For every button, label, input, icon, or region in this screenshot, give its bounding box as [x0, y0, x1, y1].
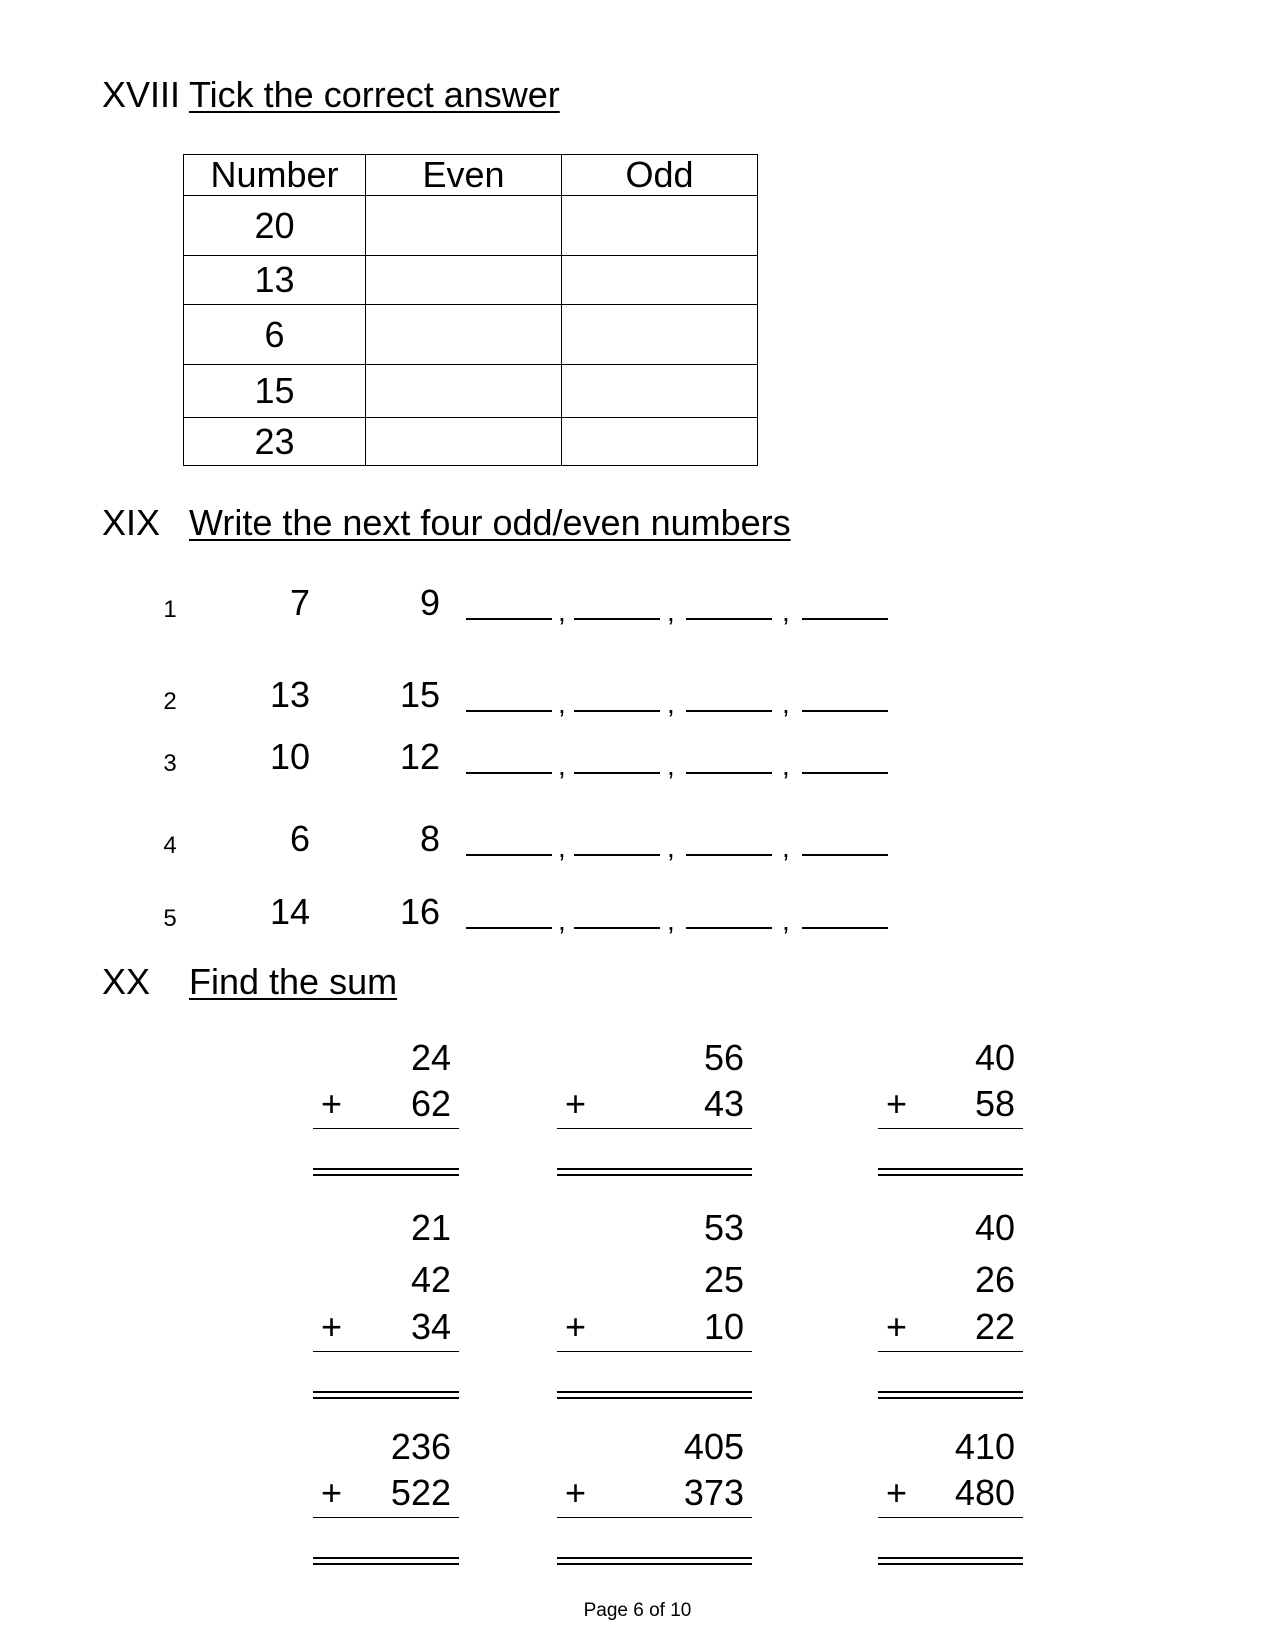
answer-blank[interactable] — [686, 772, 772, 774]
addend: 26 — [974, 1259, 1015, 1300]
answer-blank[interactable] — [686, 854, 772, 856]
separator-comma: , — [667, 905, 675, 936]
sum-problem — [313, 1038, 459, 1198]
table-row — [184, 365, 758, 418]
addend: 42 — [410, 1259, 451, 1300]
addend: 410 — [954, 1426, 1015, 1467]
even-cell[interactable] — [366, 196, 562, 256]
addend: 22 — [974, 1306, 1015, 1347]
sum-rule — [557, 1351, 752, 1352]
sequence-second: 16 — [399, 891, 440, 932]
separator-comma: , — [558, 750, 566, 781]
addend: 522 — [390, 1472, 451, 1513]
answer-blank[interactable] — [686, 710, 772, 712]
separator-comma: , — [558, 596, 566, 627]
sequence-row — [0, 891, 1275, 941]
addend: 40 — [974, 1207, 1015, 1248]
sum-rule — [313, 1351, 459, 1352]
page-footer: Page 6 of 10 — [583, 1600, 692, 1621]
answer-line[interactable] — [313, 1168, 459, 1176]
sum-problem — [313, 1208, 459, 1368]
sum-problem — [557, 1208, 752, 1368]
separator-comma: , — [667, 832, 675, 863]
answer-line[interactable] — [557, 1168, 752, 1176]
plus-sign: + — [565, 1306, 587, 1347]
sequence-first: 14 — [269, 891, 310, 932]
table-row — [184, 305, 758, 365]
sequence-index: 2 — [163, 688, 177, 715]
answer-line[interactable] — [557, 1391, 752, 1399]
answer-blank[interactable] — [802, 854, 888, 856]
even-cell[interactable] — [366, 256, 562, 305]
sum-rule — [313, 1517, 459, 1518]
answer-blank[interactable] — [686, 927, 772, 929]
sequence-second: 8 — [419, 818, 440, 859]
separator-comma: , — [667, 596, 675, 627]
odd-cell[interactable] — [562, 365, 758, 418]
addend: 405 — [683, 1426, 744, 1467]
header-even: Even — [366, 155, 562, 196]
answer-blank[interactable] — [574, 927, 660, 929]
answer-blank[interactable] — [802, 927, 888, 929]
addend: 24 — [410, 1037, 451, 1078]
table-header-row — [184, 155, 758, 196]
sum-rule — [878, 1351, 1023, 1352]
sum-rule — [878, 1517, 1023, 1518]
sequence-first: 13 — [269, 674, 310, 715]
sequence-row — [0, 674, 1275, 724]
separator-comma: , — [667, 688, 675, 719]
plus-sign: + — [886, 1472, 908, 1513]
table-row — [184, 418, 758, 466]
section-18-numeral: XVIII — [102, 74, 181, 115]
separator-comma: , — [782, 750, 790, 781]
plus-sign: + — [321, 1083, 343, 1124]
answer-line[interactable] — [313, 1557, 459, 1565]
header-number: Number — [184, 155, 366, 196]
answer-blank[interactable] — [574, 854, 660, 856]
even-cell[interactable] — [366, 418, 562, 466]
separator-comma: , — [558, 905, 566, 936]
section-19-numeral: XIX — [102, 502, 161, 543]
answer-blank[interactable] — [802, 772, 888, 774]
separator-comma: , — [558, 688, 566, 719]
answer-blank[interactable] — [686, 618, 772, 620]
plus-sign: + — [886, 1306, 908, 1347]
addend: 56 — [703, 1037, 744, 1078]
plus-sign: + — [321, 1472, 343, 1513]
sum-rule — [313, 1128, 459, 1129]
answer-blank[interactable] — [466, 772, 552, 774]
addend: 40 — [974, 1037, 1015, 1078]
separator-comma: , — [782, 596, 790, 627]
answer-line[interactable] — [313, 1391, 459, 1399]
sequence-index: 3 — [163, 750, 177, 777]
addend: 34 — [410, 1306, 451, 1347]
row-number: 15 — [184, 365, 366, 418]
addend: 43 — [703, 1083, 744, 1124]
sum-problem — [313, 1427, 459, 1587]
sequence-index: 1 — [163, 596, 177, 623]
section-18-title: Tick the correct answer — [189, 74, 560, 115]
addend: 373 — [683, 1472, 744, 1513]
sequence-first: 6 — [289, 818, 310, 859]
addend: 236 — [390, 1426, 451, 1467]
sum-problem — [878, 1427, 1023, 1587]
sequence-first: 7 — [289, 582, 310, 623]
answer-blank[interactable] — [802, 710, 888, 712]
even-cell[interactable] — [366, 305, 562, 365]
sequence-row — [0, 582, 1275, 632]
addend: 53 — [703, 1207, 744, 1248]
answer-blank[interactable] — [574, 710, 660, 712]
addend: 480 — [954, 1472, 1015, 1513]
odd-cell[interactable] — [562, 418, 758, 466]
answer-blank[interactable] — [802, 618, 888, 620]
sequence-second: 9 — [419, 582, 440, 623]
plus-sign: + — [565, 1472, 587, 1513]
odd-cell[interactable] — [562, 305, 758, 365]
addend: 25 — [703, 1259, 744, 1300]
answer-line[interactable] — [878, 1557, 1023, 1565]
table-row — [184, 256, 758, 305]
sum-problem — [878, 1038, 1023, 1198]
separator-comma: , — [782, 905, 790, 936]
sum-rule — [878, 1128, 1023, 1129]
separator-comma: , — [667, 750, 675, 781]
answer-line[interactable] — [878, 1391, 1023, 1399]
odd-cell[interactable] — [562, 256, 758, 305]
sum-rule — [557, 1128, 752, 1129]
sum-problem — [878, 1208, 1023, 1368]
plus-sign: + — [565, 1083, 587, 1124]
odd-cell[interactable] — [562, 196, 758, 256]
table-row — [184, 196, 758, 256]
row-number: 6 — [184, 305, 366, 365]
even-odd-table — [183, 154, 758, 466]
answer-blank[interactable] — [466, 854, 552, 856]
separator-comma: , — [782, 832, 790, 863]
separator-comma: , — [782, 688, 790, 719]
section-20-numeral: XX — [102, 961, 151, 1002]
sequence-index: 5 — [163, 905, 177, 932]
sequence-second: 12 — [399, 736, 440, 777]
answer-blank[interactable] — [466, 618, 552, 620]
even-cell[interactable] — [366, 365, 562, 418]
plus-sign: + — [886, 1083, 908, 1124]
answer-blank[interactable] — [574, 772, 660, 774]
sequence-first: 10 — [269, 736, 310, 777]
answer-blank[interactable] — [574, 618, 660, 620]
sequence-row — [0, 736, 1275, 786]
plus-sign: + — [321, 1306, 343, 1347]
header-odd: Odd — [562, 155, 758, 196]
separator-comma: , — [558, 832, 566, 863]
sum-problem — [557, 1038, 752, 1198]
answer-line[interactable] — [878, 1168, 1023, 1176]
row-number: 20 — [184, 196, 366, 256]
addend: 10 — [703, 1306, 744, 1347]
row-number: 23 — [184, 418, 366, 466]
sum-problem — [557, 1427, 752, 1587]
sequence-second: 15 — [399, 674, 440, 715]
row-number: 13 — [184, 256, 366, 305]
addend: 58 — [974, 1083, 1015, 1124]
answer-blank[interactable] — [466, 927, 552, 929]
sequence-index: 4 — [163, 832, 177, 859]
answer-blank[interactable] — [466, 710, 552, 712]
addend: 21 — [410, 1207, 451, 1248]
sum-rule — [557, 1517, 752, 1518]
addend: 62 — [410, 1083, 451, 1124]
section-19-title: Write the next four odd/even numbers — [189, 502, 791, 543]
section-20-title: Find the sum — [189, 961, 398, 1002]
answer-line[interactable] — [557, 1557, 752, 1565]
sequence-row — [0, 818, 1275, 868]
